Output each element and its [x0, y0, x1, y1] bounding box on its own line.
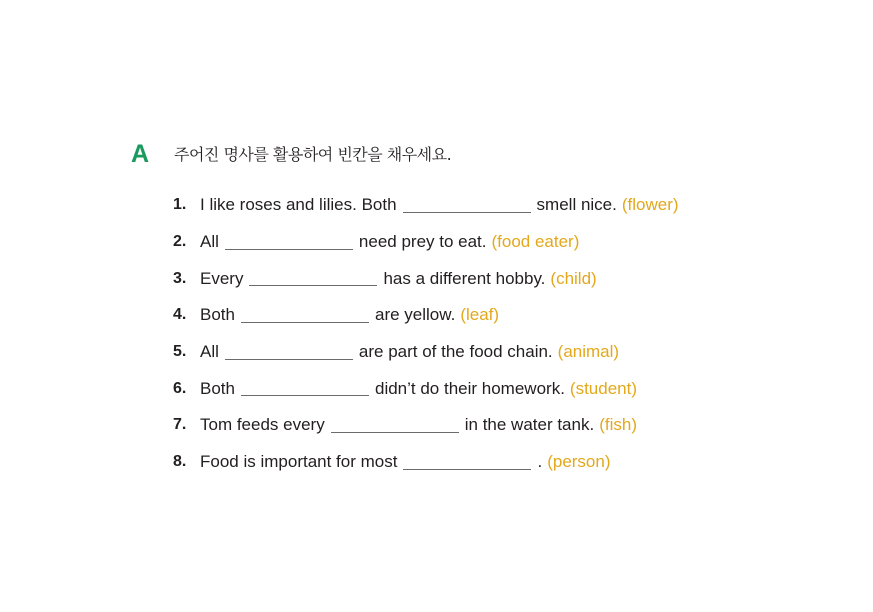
- sentence-end: are yellow.: [374, 305, 456, 325]
- sentence-end: in the water tank.: [464, 415, 595, 435]
- sentence-end: .: [537, 452, 543, 472]
- answer-blank[interactable]: [225, 341, 353, 360]
- answer-blank[interactable]: [403, 194, 531, 213]
- noun-hint: (leaf): [460, 305, 500, 325]
- noun-hint: (food eater): [491, 232, 580, 252]
- exercise-item: [173, 334, 679, 371]
- instruction-text: 주어진 명사를 활용하여 빈칸을 채우세요.: [174, 145, 452, 164]
- answer-blank[interactable]: [403, 451, 531, 470]
- noun-hint: (child): [550, 268, 597, 288]
- exercise-item: [173, 297, 679, 334]
- answer-blank[interactable]: [241, 304, 369, 323]
- answer-blank[interactable]: [225, 231, 353, 250]
- sentence-start: Tom feeds every: [200, 415, 325, 435]
- exercise-item: [173, 370, 679, 407]
- sentence-end: has a different hobby.: [383, 268, 546, 288]
- section-letter: A: [131, 140, 150, 168]
- answer-blank[interactable]: [241, 377, 369, 396]
- item-number: 4.: [173, 306, 187, 324]
- exercise-list: [173, 187, 679, 481]
- answer-blank[interactable]: [249, 267, 377, 286]
- noun-hint: (person): [547, 452, 611, 472]
- exercise-item: [173, 260, 679, 297]
- sentence-end: need prey to eat.: [358, 232, 487, 252]
- sentence-end: are part of the food chain.: [358, 342, 553, 362]
- sentence-start: I like roses and lilies. Both: [200, 195, 397, 215]
- item-number: 6.: [173, 379, 187, 397]
- item-number: 5.: [173, 343, 187, 361]
- noun-hint: (student): [569, 378, 638, 398]
- item-number: 7.: [173, 416, 187, 434]
- sentence-start: Every: [200, 268, 244, 288]
- sentence-end: smell nice.: [536, 195, 617, 215]
- noun-hint: (fish): [599, 415, 637, 435]
- noun-hint: (flower): [621, 195, 679, 215]
- item-number: 3.: [173, 269, 187, 287]
- sentence-start: Food is important for most: [200, 452, 398, 472]
- sentence-end: didn’t do their homework.: [374, 378, 565, 398]
- item-number: 2.: [173, 233, 187, 251]
- sentence-start: Both: [200, 378, 235, 398]
- sentence-start: All: [200, 342, 219, 362]
- exercise-item: [173, 224, 679, 261]
- sentence-start: Both: [200, 305, 235, 325]
- noun-hint: (animal): [557, 342, 620, 362]
- exercise-item: [173, 444, 679, 481]
- answer-blank[interactable]: [331, 414, 459, 433]
- exercise-item: [173, 407, 679, 444]
- item-number: 8.: [173, 453, 187, 471]
- sentence-start: All: [200, 232, 219, 252]
- item-number: 1.: [173, 196, 187, 214]
- exercise-item: [173, 187, 679, 224]
